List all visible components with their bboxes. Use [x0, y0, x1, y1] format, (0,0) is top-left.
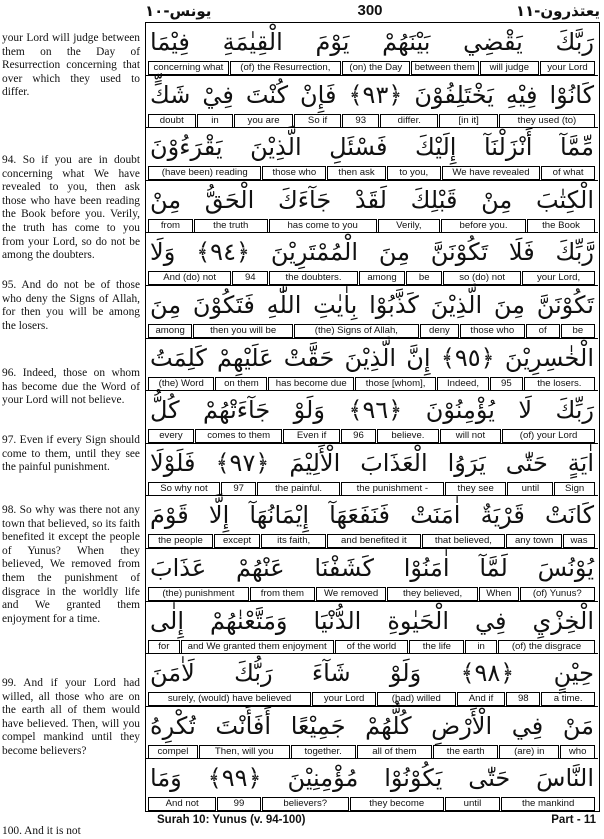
gloss-cell: the Book [527, 219, 595, 233]
gloss-cell: together. [291, 745, 356, 759]
gloss-cell: except [214, 534, 260, 548]
row-separator [146, 75, 598, 76]
gloss-cell: a time. [541, 692, 595, 706]
surah-reference: يونس-١٠ [145, 2, 212, 20]
gloss-cell: your Lord [540, 61, 595, 75]
footer-surah: Surah 10: Yunus (v. 94-100) [157, 814, 306, 826]
arabic-line: كَانُوْا فِيْهِ يَخْتَلِفُوْنَ ﴿٩٣﴾ فَإِنْ كُنْتَ فِيْ شَكٍّ [150, 80, 594, 109]
arabic-line: الْخٰسِرِيْنَ ﴿٩٥﴾ إِنَّ الَّذِيْنَ حَقَّتْ عَلَيْهِمْ كَلِمَتُ [150, 343, 594, 372]
row-separator [146, 495, 598, 496]
gloss-cell: so (do) not [443, 271, 521, 285]
arabic-line: النَّاسَ حَتّٰى يَكُوْنُوْا مُؤْمِنِيْنَ ﴿٩٩﴾ وَمَا [150, 764, 594, 793]
gloss-cell: they see [445, 482, 507, 496]
gloss-cell: the earth [433, 745, 498, 759]
gloss-cell: for [148, 640, 180, 654]
gloss-cell: will not [440, 429, 502, 443]
verse-row [146, 444, 598, 498]
gloss-cell: doubt [148, 114, 196, 128]
verse-row [146, 128, 598, 182]
gloss-cell: among [148, 324, 192, 338]
gloss-cell: those who [460, 324, 524, 338]
gloss-cell: who [560, 745, 595, 759]
gloss-cell: So why not [148, 482, 220, 496]
gloss-cell: to you, [387, 166, 441, 180]
verse-row [146, 181, 598, 235]
gloss-cell: (of) the Resurrection, [230, 61, 341, 75]
gloss-cell: until [445, 797, 501, 811]
verse-row [146, 391, 598, 445]
page-number: 300 [357, 2, 383, 19]
arabic-line: تَكُوْنَنَّ مِنَ الَّذِيْنَ كَذَّبُوْا بِاٰيٰتِ اللّٰهِ فَتَكُوْنَ مِنَ [150, 291, 594, 319]
gloss-cell: the people [148, 534, 213, 548]
verse-row [146, 23, 598, 77]
gloss-cell: every [148, 429, 194, 443]
gloss-cell: of the world [335, 640, 409, 654]
row-separator [146, 390, 598, 391]
word-by-word-grid [145, 22, 600, 812]
gloss-cell: of [526, 324, 560, 338]
gloss-cell: Verily, [378, 219, 440, 233]
translation-para: 94. So if you are in doubt concerning what We have revealed to you, then ask those who have been reading the Book before you. Verily, the truth has come to you from your Lord, so do not be among the doubters. [2, 154, 140, 262]
gloss-cell: they become [350, 797, 444, 811]
arabic-line: الْخِزْيِ فِي الْحَيٰوةِ الدُّنْيَا وَمَتَّعْنٰهُمْ إِلٰى [150, 606, 594, 635]
arabic-line: الْكِتٰبَ مِنْ قَبْلِكَ لَقَدْ جَآءَكَ الْحَقُّ مِنْ [150, 185, 594, 214]
gloss-cell: the truth [194, 219, 268, 233]
gloss-cell: 93 [342, 114, 379, 128]
translation-para: 98. So why was there not any town that believed, so its faith benefited it except the people of Yunus? When they believed, We removed from them the punishment of disgrace in the worldly life and We granted them enjoyment for a time. [2, 504, 140, 625]
verse-row [146, 339, 598, 393]
gloss-cell: the life [409, 640, 464, 654]
gloss-cell: your Lord, [522, 271, 595, 285]
gloss-cell: then ask [327, 166, 386, 180]
verse-row [146, 602, 598, 656]
arabic-line: يُوْنُسَ لَمَّآ اٰمَنُوْا كَشَفْنَا عَنْهُمْ عَذَابَ [150, 554, 594, 582]
page-header [0, 0, 604, 24]
gloss-cell: So if [294, 114, 342, 128]
gloss-cell: And not [148, 797, 216, 811]
gloss-cell: [in it] [439, 114, 497, 128]
verse-row [146, 707, 598, 761]
translation-para: 100. And it is not [2, 825, 81, 837]
gloss-cell: they used (to) [499, 114, 595, 128]
row-separator [146, 285, 598, 286]
row-separator [146, 180, 598, 181]
translation-para: your Lord will judge between them on the Day of Resurrection concerning that over which they used to differ. [2, 32, 140, 99]
arabic-line: مَنْ فِي الْأَرْضِ كُلُّهُمْ جَمِيْعًا أَفَأَنْتَ تُكْرِهُ [150, 711, 594, 740]
gloss-cell: Even if [283, 429, 339, 443]
gloss-cell: And (do) not [148, 271, 231, 285]
arabic-line: رَبَّكَ يَقْضِي بَيْنَهُمْ يَوْمَ الْقِيٰمَةِ فِيْمَا [150, 28, 594, 56]
arabic-line: رَّبِّكَ فَلَا تَكُوْنَنَّ مِنَ الْمُمْتَرِيْنَ ﴿٩٤﴾ وَلَا [150, 238, 594, 267]
gloss-cell: those who [262, 166, 326, 180]
gloss-cell: We have revealed [442, 166, 541, 180]
gloss-cell: be [561, 324, 595, 338]
gloss-cell: all of them [357, 745, 432, 759]
arabic-line: حِيْنٍ ﴿٩٨﴾ وَلَوْ شَآءَ رَبُّكَ لَاٰمَنَ [150, 659, 594, 688]
gloss-cell: its faith, [261, 534, 326, 548]
gloss-cell: the punishment - [341, 482, 444, 496]
gloss-cell: 99 [217, 797, 260, 811]
gloss-cell: When [479, 587, 519, 601]
verse-row [146, 496, 598, 550]
gloss-cell: from them [250, 587, 315, 601]
gloss-cell: Sign [554, 482, 595, 496]
gloss-cell: Indeed, [437, 377, 489, 391]
gloss-cell: (are) in [499, 745, 559, 759]
gloss-cell: be [406, 271, 442, 285]
gloss-cell: differ. [380, 114, 438, 128]
gloss-cell: 95 [490, 377, 523, 391]
gloss-cell: has come to you [269, 219, 377, 233]
row-separator [146, 548, 598, 549]
row-separator [146, 443, 598, 444]
verse-row [146, 76, 598, 130]
verse-row [146, 654, 598, 708]
gloss-cell: until [507, 482, 553, 496]
gloss-cell: (of) Yunus? [520, 587, 595, 601]
gloss-cell: (the) Word [148, 377, 214, 391]
juz-reference: يعتذرون-١١ [515, 2, 600, 20]
gloss-cell: compel [148, 745, 198, 759]
gloss-cell: any town [506, 534, 562, 548]
gloss-cell: you are [234, 114, 292, 128]
gloss-cell: the painful. [257, 482, 339, 496]
gloss-cell: deny [420, 324, 459, 338]
gloss-cell: will judge [480, 61, 539, 75]
gloss-cell: believe. [377, 429, 439, 443]
row-separator [146, 758, 598, 759]
gloss-cell: We removed [316, 587, 386, 601]
gloss-cell: in [197, 114, 234, 128]
gloss-cell: (of) your Lord [502, 429, 595, 443]
gloss-cell: your Lord [312, 692, 376, 706]
gloss-cell: in [465, 640, 497, 654]
verse-row [146, 286, 598, 340]
gloss-cell: has become due [268, 377, 354, 391]
row-separator [146, 601, 598, 602]
verse-row [146, 233, 598, 287]
gloss-cell: the losers. [524, 377, 595, 391]
verse-row [146, 549, 598, 603]
gloss-cell: concerning what [148, 61, 229, 75]
gloss-cell: and We granted them enjoyment [181, 640, 334, 654]
verse-row [146, 759, 598, 813]
gloss-cell: before you. [441, 219, 526, 233]
gloss-cell: from [148, 219, 193, 233]
gloss-cell: on them [215, 377, 267, 391]
gloss-cell: 97 [221, 482, 256, 496]
translation-para: 96. Indeed, those on whom has become due the Word of your Lord will not believe. [2, 367, 140, 407]
arabic-line: اٰيَةٍ حَتّٰى يَرَوُا الْعَذَابَ الْأَلِيْمَ ﴿٩٧﴾ فَلَوْلَا [150, 448, 595, 477]
translation-para: 97. Even if every Sign should come to them, until they see the painful punishment. [2, 434, 140, 474]
translation-sidebar [0, 22, 142, 837]
translation-para: 95. And do not be of those who deny the Signs of Allah, for then you will be among the losers. [2, 279, 140, 332]
gloss-cell: the doubters. [269, 271, 358, 285]
gloss-cell: (had) willed [377, 692, 456, 706]
arabic-line: رَبِّكَ لَا يُؤْمِنُوْنَ ﴿٩٦﴾ وَلَوْ جَآءَتْهُمْ كُلُّ [150, 396, 594, 425]
arabic-line: مِّمَّآ أَنْزَلْنَآ إِلَيْكَ فَسْئَلِ الَّذِيْنَ يَقْرَءُوْنَ [150, 133, 594, 162]
gloss-cell: that believed, [422, 534, 506, 548]
gloss-cell: and benefited it [327, 534, 420, 548]
gloss-cell: among [359, 271, 405, 285]
arabic-line: كَانَتْ قَرْيَةٌ اٰمَنَتْ فَنَفَعَهَآ إِيْمَانُهَآ إِلَّا قَوْمَ [150, 501, 594, 530]
gloss-cell: those [whom], [355, 377, 436, 391]
gloss-cell: Then, will you [199, 745, 290, 759]
gloss-cell: of what [541, 166, 595, 180]
gloss-cell: 96 [341, 429, 376, 443]
gloss-cell: (the) punishment [148, 587, 249, 601]
row-separator [146, 706, 598, 707]
gloss-line [146, 797, 598, 812]
gloss-cell: And if [457, 692, 506, 706]
gloss-cell: they believed, [387, 587, 478, 601]
row-separator [146, 127, 598, 128]
translation-para: 99. And if your Lord had willed, all those who are on the earth all of them would have believed. Then, will you compel mankind until they become believers? [2, 677, 140, 757]
gloss-cell: then you will be [193, 324, 293, 338]
gloss-cell: the mankind [501, 797, 595, 811]
gloss-cell: (the) Signs of Allah, [294, 324, 419, 338]
gloss-cell: believers? [262, 797, 349, 811]
gloss-cell: was [563, 534, 595, 548]
row-separator [146, 232, 598, 233]
row-separator [146, 653, 598, 654]
row-separator [146, 338, 598, 339]
gloss-cell: surely, (would) have believed [148, 692, 311, 706]
gloss-cell: (have been) reading [148, 166, 261, 180]
page-footer [145, 812, 600, 829]
gloss-cell: comes to them [195, 429, 283, 443]
gloss-cell: 98 [506, 692, 540, 706]
gloss-cell: between them [411, 61, 479, 75]
footer-part: Part - 11 [551, 814, 596, 826]
gloss-cell: (of) the disgrace [498, 640, 595, 654]
gloss-cell: (on) the Day [342, 61, 410, 75]
gloss-cell: 94 [232, 271, 268, 285]
